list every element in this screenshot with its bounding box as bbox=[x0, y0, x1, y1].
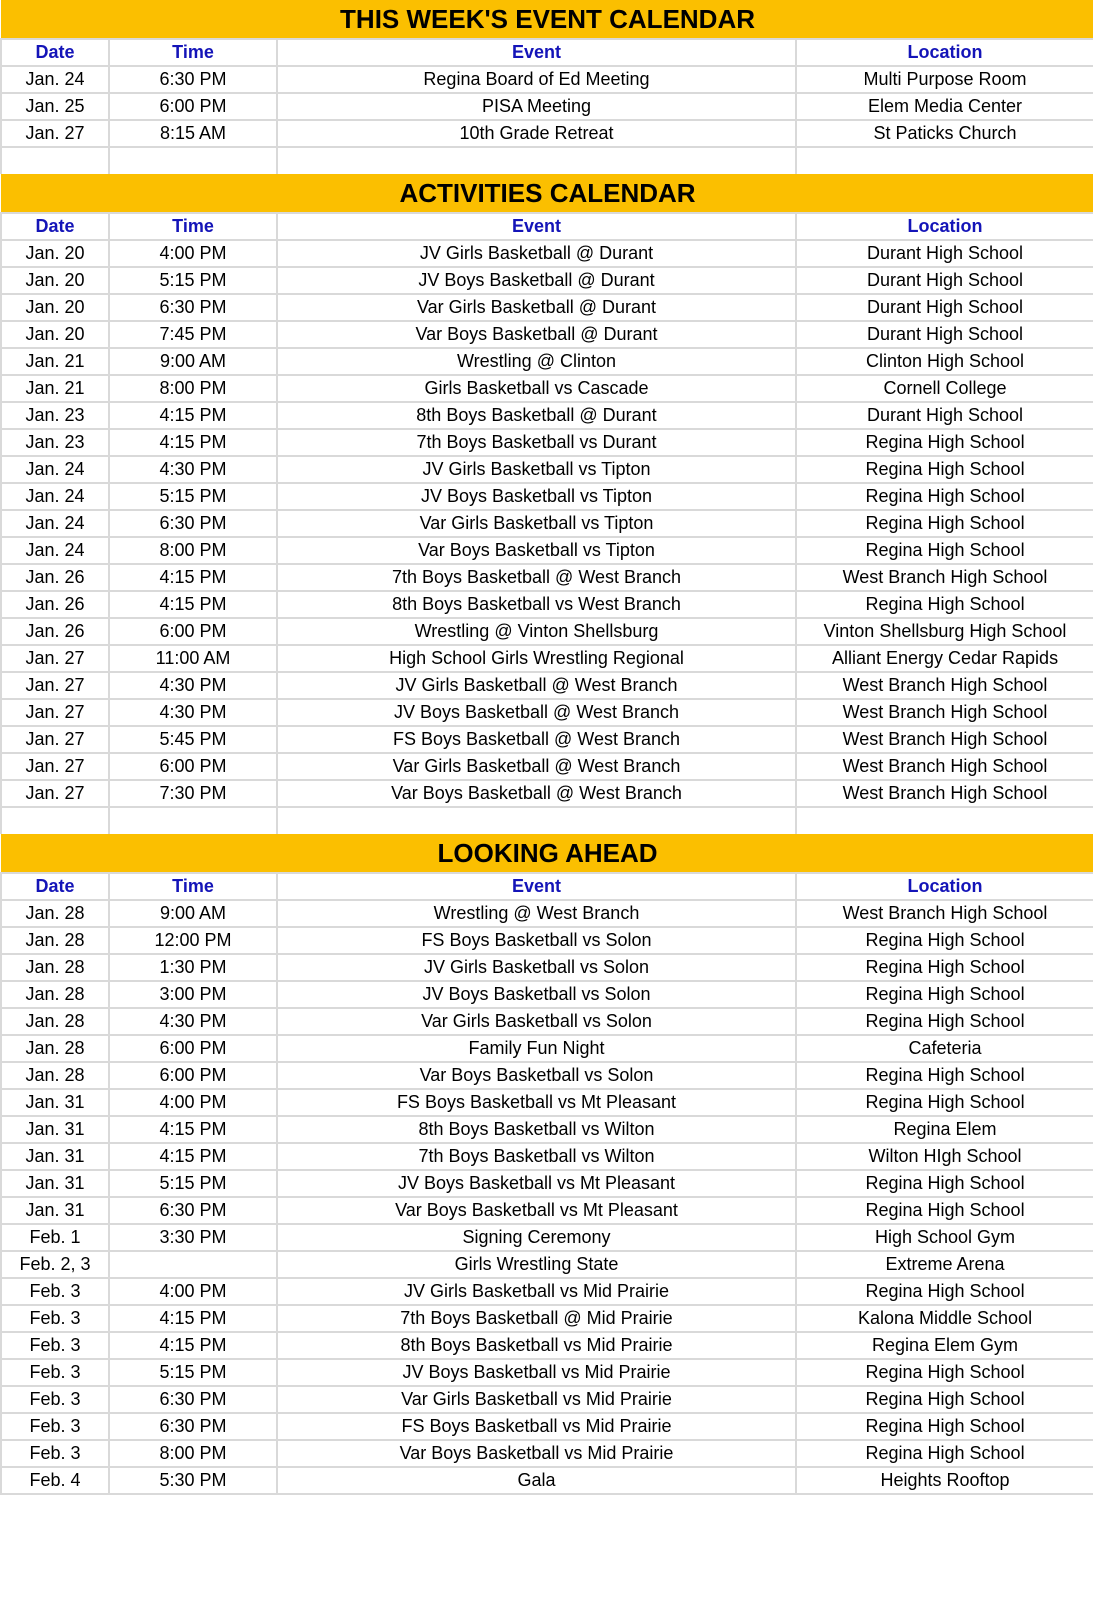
cell-date: Jan. 27 bbox=[1, 120, 109, 147]
cell-location: Vinton Shellsburg High School bbox=[796, 618, 1093, 645]
cell-event: JV Girls Basketball @ Durant bbox=[277, 240, 796, 267]
table-row bbox=[1, 618, 1093, 645]
cell-date: Jan. 24 bbox=[1, 483, 109, 510]
cell-event: 10th Grade Retreat bbox=[277, 120, 796, 147]
cell-event: Wrestling @ West Branch bbox=[277, 900, 796, 927]
cell-location: Elem Media Center bbox=[796, 93, 1093, 120]
column-header-event: Event bbox=[277, 873, 796, 900]
cell-location: Regina High School bbox=[796, 1413, 1093, 1440]
cell-time: 6:00 PM bbox=[109, 1035, 277, 1062]
cell-date: Jan. 26 bbox=[1, 564, 109, 591]
cell-location: Clinton High School bbox=[796, 348, 1093, 375]
table-row bbox=[1, 1440, 1093, 1467]
spacer-cell bbox=[109, 807, 277, 834]
cell-date: Feb. 3 bbox=[1, 1440, 109, 1467]
table-row bbox=[1, 537, 1093, 564]
cell-location: Kalona Middle School bbox=[796, 1305, 1093, 1332]
cell-event: Wrestling @ Vinton Shellsburg bbox=[277, 618, 796, 645]
cell-date: Jan. 24 bbox=[1, 66, 109, 93]
cell-date: Jan. 20 bbox=[1, 267, 109, 294]
cell-date: Jan. 26 bbox=[1, 591, 109, 618]
cell-location: West Branch High School bbox=[796, 699, 1093, 726]
cell-date: Jan. 24 bbox=[1, 537, 109, 564]
cell-time: 4:30 PM bbox=[109, 1008, 277, 1035]
table-row bbox=[1, 348, 1093, 375]
cell-event: 8th Boys Basketball vs Wilton bbox=[277, 1116, 796, 1143]
cell-event: Girls Wrestling State bbox=[277, 1251, 796, 1278]
table-row bbox=[1, 1278, 1093, 1305]
cell-event: JV Girls Basketball @ West Branch bbox=[277, 672, 796, 699]
cell-location: Regina High School bbox=[796, 591, 1093, 618]
table-row bbox=[1, 645, 1093, 672]
cell-time: 4:30 PM bbox=[109, 456, 277, 483]
cell-time: 7:30 PM bbox=[109, 780, 277, 807]
cell-date: Jan. 27 bbox=[1, 726, 109, 753]
cell-event: Var Girls Basketball vs Mid Prairie bbox=[277, 1386, 796, 1413]
table-row bbox=[1, 927, 1093, 954]
cell-date: Jan. 20 bbox=[1, 321, 109, 348]
cell-location: Heights Rooftop bbox=[796, 1467, 1093, 1494]
cell-location: Durant High School bbox=[796, 402, 1093, 429]
table-row bbox=[1, 954, 1093, 981]
table-row bbox=[1, 120, 1093, 147]
cell-time: 4:00 PM bbox=[109, 1278, 277, 1305]
column-header-row bbox=[1, 213, 1093, 240]
cell-time bbox=[109, 1251, 277, 1278]
cell-time: 4:00 PM bbox=[109, 240, 277, 267]
cell-event: Var Boys Basketball vs Tipton bbox=[277, 537, 796, 564]
table-row bbox=[1, 753, 1093, 780]
table-row bbox=[1, 726, 1093, 753]
table-row bbox=[1, 1251, 1093, 1278]
cell-time: 11:00 AM bbox=[109, 645, 277, 672]
cell-date: Jan. 25 bbox=[1, 93, 109, 120]
cell-location: Regina High School bbox=[796, 537, 1093, 564]
cell-event: 7th Boys Basketball vs Wilton bbox=[277, 1143, 796, 1170]
cell-time: 6:30 PM bbox=[109, 510, 277, 537]
cell-event: Signing Ceremony bbox=[277, 1224, 796, 1251]
cell-location: Cornell College bbox=[796, 375, 1093, 402]
cell-date: Jan. 27 bbox=[1, 672, 109, 699]
column-header-date: Date bbox=[1, 39, 109, 66]
table-row bbox=[1, 1386, 1093, 1413]
cell-event: Var Girls Basketball vs Tipton bbox=[277, 510, 796, 537]
cell-location: St Paticks Church bbox=[796, 120, 1093, 147]
cell-date: Jan. 28 bbox=[1, 927, 109, 954]
cell-location: Regina High School bbox=[796, 1170, 1093, 1197]
table-row bbox=[1, 483, 1093, 510]
cell-time: 12:00 PM bbox=[109, 927, 277, 954]
spacer-row bbox=[1, 147, 1093, 174]
cell-time: 4:00 PM bbox=[109, 1089, 277, 1116]
column-header-location: Location bbox=[796, 39, 1093, 66]
table-row bbox=[1, 321, 1093, 348]
cell-time: 8:15 AM bbox=[109, 120, 277, 147]
cell-date: Jan. 20 bbox=[1, 294, 109, 321]
cell-event: 8th Boys Basketball @ Durant bbox=[277, 402, 796, 429]
cell-location: Durant High School bbox=[796, 267, 1093, 294]
cell-time: 5:30 PM bbox=[109, 1467, 277, 1494]
cell-time: 6:30 PM bbox=[109, 66, 277, 93]
cell-location: West Branch High School bbox=[796, 564, 1093, 591]
cell-event: Gala bbox=[277, 1467, 796, 1494]
cell-event: Var Boys Basketball vs Mt Pleasant bbox=[277, 1197, 796, 1224]
table-row bbox=[1, 402, 1093, 429]
cell-time: 6:30 PM bbox=[109, 294, 277, 321]
cell-event: Wrestling @ Clinton bbox=[277, 348, 796, 375]
cell-event: JV Boys Basketball @ West Branch bbox=[277, 699, 796, 726]
cell-time: 4:15 PM bbox=[109, 591, 277, 618]
table-row bbox=[1, 1062, 1093, 1089]
table-row bbox=[1, 93, 1093, 120]
column-header-event: Event bbox=[277, 213, 796, 240]
table-row bbox=[1, 267, 1093, 294]
cell-location: Regina High School bbox=[796, 981, 1093, 1008]
cell-time: 6:00 PM bbox=[109, 1062, 277, 1089]
cell-date: Jan. 31 bbox=[1, 1089, 109, 1116]
cell-time: 5:15 PM bbox=[109, 1359, 277, 1386]
cell-location: Regina High School bbox=[796, 1062, 1093, 1089]
spacer-row bbox=[1, 807, 1093, 834]
section-title-row bbox=[1, 0, 1093, 39]
spacer-cell bbox=[1, 147, 109, 174]
table-row bbox=[1, 66, 1093, 93]
cell-date: Feb. 1 bbox=[1, 1224, 109, 1251]
cell-date: Jan. 31 bbox=[1, 1170, 109, 1197]
cell-location: Durant High School bbox=[796, 294, 1093, 321]
table-row bbox=[1, 1413, 1093, 1440]
cell-event: JV Girls Basketball vs Mid Prairie bbox=[277, 1278, 796, 1305]
table-row bbox=[1, 294, 1093, 321]
cell-location: Alliant Energy Cedar Rapids bbox=[796, 645, 1093, 672]
cell-date: Feb. 3 bbox=[1, 1359, 109, 1386]
cell-date: Jan. 21 bbox=[1, 375, 109, 402]
table-row bbox=[1, 1035, 1093, 1062]
section-title-row bbox=[1, 834, 1093, 873]
cell-event: 7th Boys Basketball @ Mid Prairie bbox=[277, 1305, 796, 1332]
cell-location: Regina High School bbox=[796, 456, 1093, 483]
cell-time: 4:15 PM bbox=[109, 429, 277, 456]
table-row bbox=[1, 1467, 1093, 1494]
cell-time: 5:45 PM bbox=[109, 726, 277, 753]
column-header-time: Time bbox=[109, 873, 277, 900]
cell-date: Jan. 28 bbox=[1, 1062, 109, 1089]
cell-time: 6:00 PM bbox=[109, 753, 277, 780]
cell-date: Feb. 3 bbox=[1, 1386, 109, 1413]
cell-event: Regina Board of Ed Meeting bbox=[277, 66, 796, 93]
cell-location: Regina High School bbox=[796, 429, 1093, 456]
cell-location: Regina High School bbox=[796, 927, 1093, 954]
cell-time: 8:00 PM bbox=[109, 1440, 277, 1467]
cell-time: 4:15 PM bbox=[109, 1305, 277, 1332]
cell-location: Multi Purpose Room bbox=[796, 66, 1093, 93]
cell-date: Jan. 27 bbox=[1, 699, 109, 726]
cell-date: Jan. 20 bbox=[1, 240, 109, 267]
column-header-row bbox=[1, 39, 1093, 66]
column-header-date: Date bbox=[1, 213, 109, 240]
table-row bbox=[1, 240, 1093, 267]
cell-location: Regina High School bbox=[796, 510, 1093, 537]
section-title: THIS WEEK'S EVENT CALENDAR bbox=[1, 0, 1093, 39]
cell-location: Regina High School bbox=[796, 1440, 1093, 1467]
cell-event: Var Boys Basketball @ Durant bbox=[277, 321, 796, 348]
cell-date: Feb. 3 bbox=[1, 1332, 109, 1359]
cell-event: Var Boys Basketball vs Mid Prairie bbox=[277, 1440, 796, 1467]
cell-date: Jan. 28 bbox=[1, 981, 109, 1008]
cell-location: Regina High School bbox=[796, 1386, 1093, 1413]
cell-event: 8th Boys Basketball vs Mid Prairie bbox=[277, 1332, 796, 1359]
cell-date: Jan. 24 bbox=[1, 456, 109, 483]
cell-location: Regina Elem bbox=[796, 1116, 1093, 1143]
cell-location: Regina Elem Gym bbox=[796, 1332, 1093, 1359]
cell-date: Feb. 4 bbox=[1, 1467, 109, 1494]
cell-time: 4:15 PM bbox=[109, 1143, 277, 1170]
table-row bbox=[1, 1116, 1093, 1143]
cell-event: FS Boys Basketball vs Mt Pleasant bbox=[277, 1089, 796, 1116]
cell-date: Jan. 23 bbox=[1, 402, 109, 429]
column-header-location: Location bbox=[796, 213, 1093, 240]
calendar-body bbox=[1, 0, 1093, 1494]
cell-event: Var Girls Basketball @ West Branch bbox=[277, 753, 796, 780]
cell-time: 3:00 PM bbox=[109, 981, 277, 1008]
cell-location: Cafeteria bbox=[796, 1035, 1093, 1062]
cell-event: Family Fun Night bbox=[277, 1035, 796, 1062]
section-title-row bbox=[1, 174, 1093, 213]
cell-event: JV Boys Basketball vs Mt Pleasant bbox=[277, 1170, 796, 1197]
cell-event: FS Boys Basketball @ West Branch bbox=[277, 726, 796, 753]
table-row bbox=[1, 375, 1093, 402]
cell-time: 6:00 PM bbox=[109, 93, 277, 120]
cell-location: Wilton HIgh School bbox=[796, 1143, 1093, 1170]
column-header-location: Location bbox=[796, 873, 1093, 900]
cell-date: Jan. 31 bbox=[1, 1143, 109, 1170]
cell-date: Feb. 2, 3 bbox=[1, 1251, 109, 1278]
cell-event: 8th Boys Basketball vs West Branch bbox=[277, 591, 796, 618]
cell-date: Jan. 28 bbox=[1, 900, 109, 927]
table-row bbox=[1, 510, 1093, 537]
spacer-cell bbox=[109, 147, 277, 174]
cell-time: 8:00 PM bbox=[109, 537, 277, 564]
cell-time: 3:30 PM bbox=[109, 1224, 277, 1251]
cell-event: FS Boys Basketball vs Mid Prairie bbox=[277, 1413, 796, 1440]
cell-time: 6:30 PM bbox=[109, 1386, 277, 1413]
cell-event: 7th Boys Basketball vs Durant bbox=[277, 429, 796, 456]
cell-event: JV Boys Basketball vs Solon bbox=[277, 981, 796, 1008]
table-row bbox=[1, 1197, 1093, 1224]
column-header-time: Time bbox=[109, 39, 277, 66]
cell-date: Jan. 27 bbox=[1, 645, 109, 672]
cell-date: Feb. 3 bbox=[1, 1305, 109, 1332]
spacer-cell bbox=[796, 807, 1093, 834]
table-row bbox=[1, 981, 1093, 1008]
table-row bbox=[1, 900, 1093, 927]
cell-location: West Branch High School bbox=[796, 672, 1093, 699]
cell-event: PISA Meeting bbox=[277, 93, 796, 120]
table-row bbox=[1, 456, 1093, 483]
cell-location: West Branch High School bbox=[796, 900, 1093, 927]
cell-time: 1:30 PM bbox=[109, 954, 277, 981]
column-header-event: Event bbox=[277, 39, 796, 66]
cell-event: Var Girls Basketball @ Durant bbox=[277, 294, 796, 321]
column-header-date: Date bbox=[1, 873, 109, 900]
table-row bbox=[1, 780, 1093, 807]
cell-date: Jan. 31 bbox=[1, 1197, 109, 1224]
cell-location: West Branch High School bbox=[796, 780, 1093, 807]
cell-event: Girls Basketball vs Cascade bbox=[277, 375, 796, 402]
cell-date: Jan. 31 bbox=[1, 1116, 109, 1143]
cell-time: 7:45 PM bbox=[109, 321, 277, 348]
cell-location: Regina High School bbox=[796, 1359, 1093, 1386]
table-row bbox=[1, 429, 1093, 456]
cell-location: Extreme Arena bbox=[796, 1251, 1093, 1278]
cell-time: 5:15 PM bbox=[109, 483, 277, 510]
cell-event: JV Boys Basketball vs Tipton bbox=[277, 483, 796, 510]
cell-location: High School Gym bbox=[796, 1224, 1093, 1251]
cell-event: Var Girls Basketball vs Solon bbox=[277, 1008, 796, 1035]
table-row bbox=[1, 699, 1093, 726]
cell-time: 9:00 AM bbox=[109, 900, 277, 927]
table-row bbox=[1, 1008, 1093, 1035]
cell-date: Jan. 27 bbox=[1, 780, 109, 807]
section-title: ACTIVITIES CALENDAR bbox=[1, 174, 1093, 213]
table-row bbox=[1, 672, 1093, 699]
table-row bbox=[1, 1332, 1093, 1359]
cell-date: Jan. 28 bbox=[1, 1035, 109, 1062]
spacer-cell bbox=[796, 147, 1093, 174]
cell-event: High School Girls Wrestling Regional bbox=[277, 645, 796, 672]
column-header-row bbox=[1, 873, 1093, 900]
cell-time: 4:15 PM bbox=[109, 1116, 277, 1143]
cell-date: Feb. 3 bbox=[1, 1413, 109, 1440]
cell-time: 4:30 PM bbox=[109, 699, 277, 726]
cell-location: Regina High School bbox=[796, 1089, 1093, 1116]
cell-date: Jan. 24 bbox=[1, 510, 109, 537]
column-header-time: Time bbox=[109, 213, 277, 240]
cell-location: Durant High School bbox=[796, 240, 1093, 267]
cell-event: JV Girls Basketball vs Solon bbox=[277, 954, 796, 981]
cell-location: Regina High School bbox=[796, 954, 1093, 981]
cell-time: 4:30 PM bbox=[109, 672, 277, 699]
cell-date: Jan. 26 bbox=[1, 618, 109, 645]
table-row bbox=[1, 564, 1093, 591]
cell-time: 4:15 PM bbox=[109, 402, 277, 429]
cell-location: West Branch High School bbox=[796, 726, 1093, 753]
cell-date: Feb. 3 bbox=[1, 1278, 109, 1305]
table-row bbox=[1, 1224, 1093, 1251]
cell-location: West Branch High School bbox=[796, 753, 1093, 780]
spacer-cell bbox=[277, 147, 796, 174]
cell-event: 7th Boys Basketball @ West Branch bbox=[277, 564, 796, 591]
cell-location: Regina High School bbox=[796, 1008, 1093, 1035]
table-row bbox=[1, 591, 1093, 618]
cell-time: 9:00 AM bbox=[109, 348, 277, 375]
spacer-cell bbox=[277, 807, 796, 834]
cell-date: Jan. 21 bbox=[1, 348, 109, 375]
cell-event: Var Boys Basketball vs Solon bbox=[277, 1062, 796, 1089]
cell-location: Regina High School bbox=[796, 1197, 1093, 1224]
cell-event: JV Boys Basketball @ Durant bbox=[277, 267, 796, 294]
cell-time: 4:15 PM bbox=[109, 1332, 277, 1359]
table-row bbox=[1, 1170, 1093, 1197]
cell-location: Regina High School bbox=[796, 483, 1093, 510]
spacer-cell bbox=[1, 807, 109, 834]
table-row bbox=[1, 1305, 1093, 1332]
table-row bbox=[1, 1143, 1093, 1170]
section-title: LOOKING AHEAD bbox=[1, 834, 1093, 873]
cell-time: 6:30 PM bbox=[109, 1197, 277, 1224]
cell-time: 6:30 PM bbox=[109, 1413, 277, 1440]
cell-event: Var Boys Basketball @ West Branch bbox=[277, 780, 796, 807]
cell-time: 5:15 PM bbox=[109, 267, 277, 294]
table-row bbox=[1, 1089, 1093, 1116]
cell-time: 6:00 PM bbox=[109, 618, 277, 645]
cell-time: 5:15 PM bbox=[109, 1170, 277, 1197]
cell-date: Jan. 23 bbox=[1, 429, 109, 456]
cell-event: JV Girls Basketball vs Tipton bbox=[277, 456, 796, 483]
cell-date: Jan. 27 bbox=[1, 753, 109, 780]
cell-event: FS Boys Basketball vs Solon bbox=[277, 927, 796, 954]
cell-event: JV Boys Basketball vs Mid Prairie bbox=[277, 1359, 796, 1386]
cell-location: Regina High School bbox=[796, 1278, 1093, 1305]
table-row bbox=[1, 1359, 1093, 1386]
cell-time: 4:15 PM bbox=[109, 564, 277, 591]
cell-date: Jan. 28 bbox=[1, 1008, 109, 1035]
cell-location: Durant High School bbox=[796, 321, 1093, 348]
cell-time: 8:00 PM bbox=[109, 375, 277, 402]
cell-date: Jan. 28 bbox=[1, 954, 109, 981]
